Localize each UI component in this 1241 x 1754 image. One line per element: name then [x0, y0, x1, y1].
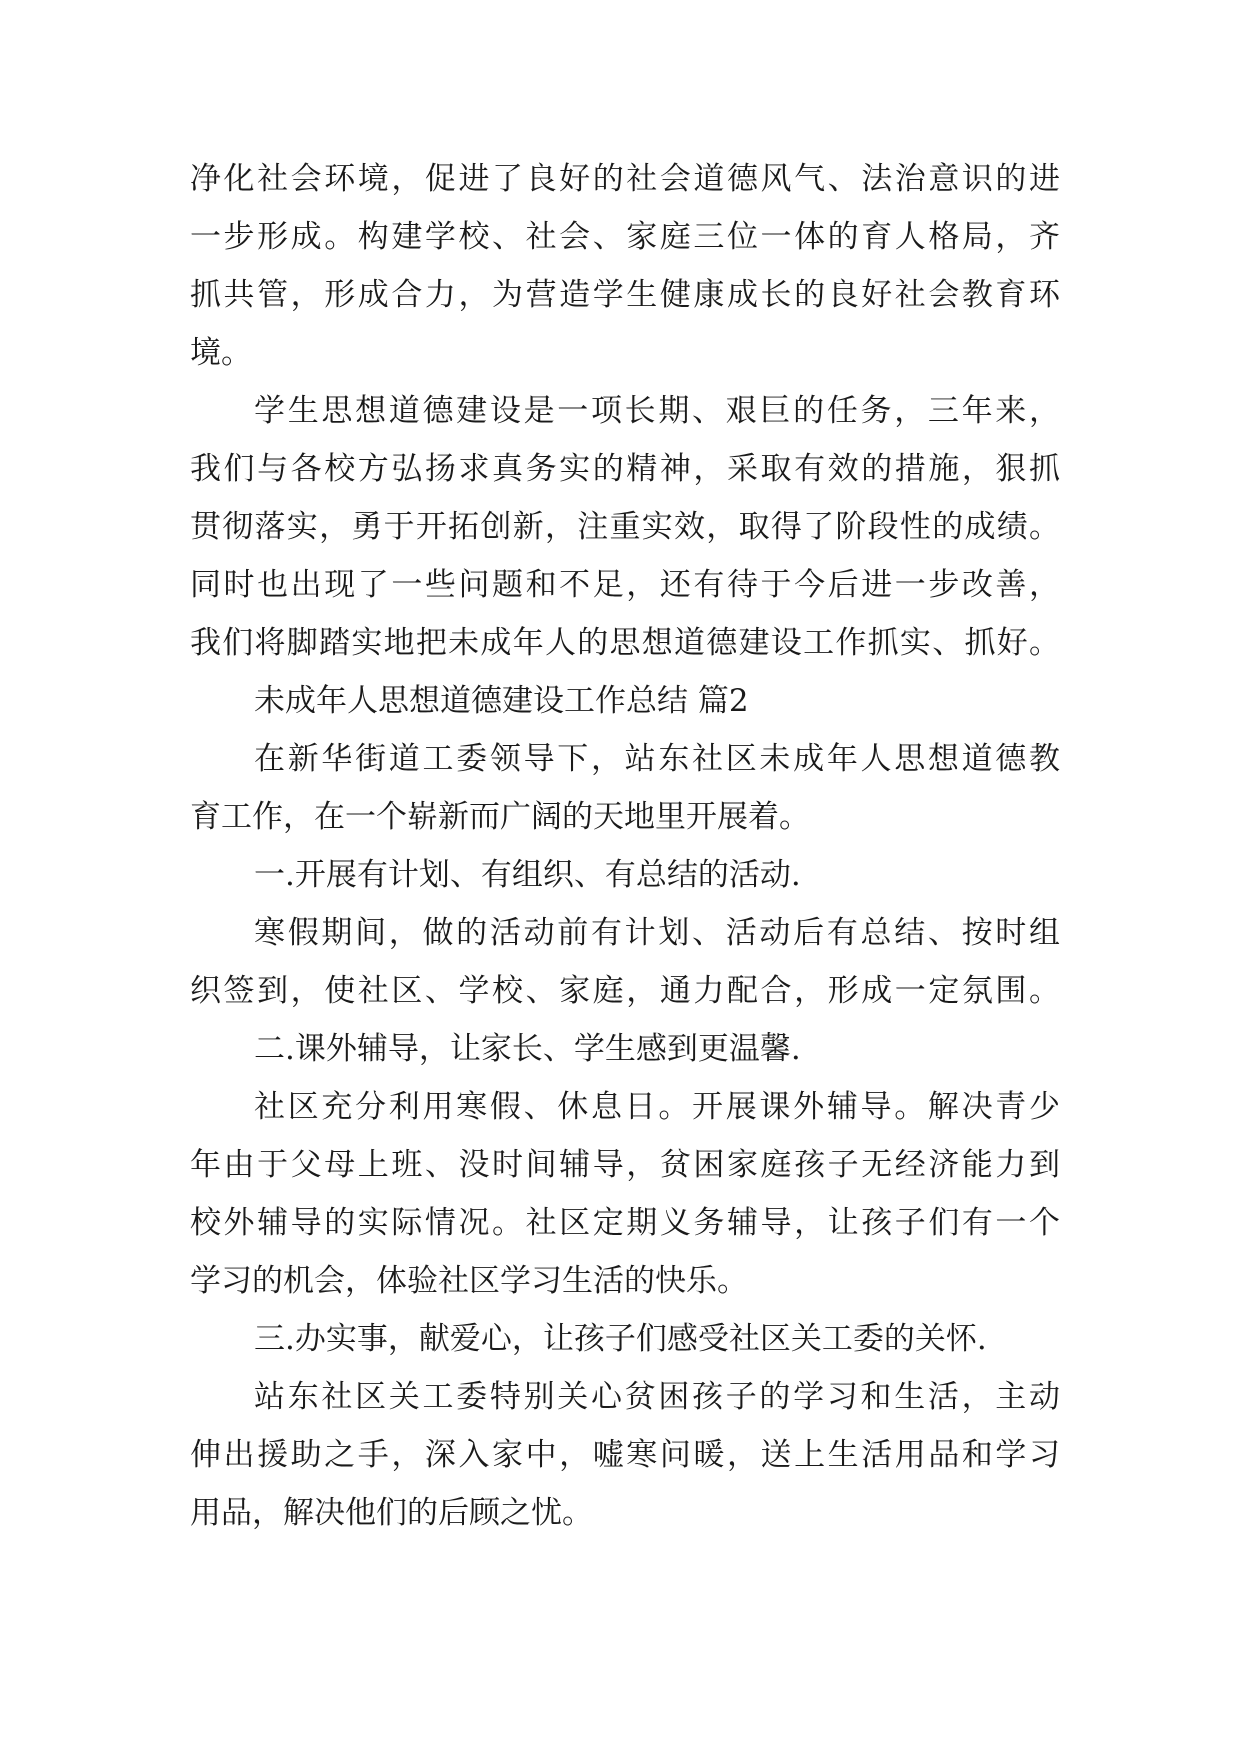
text-line: 贯彻落实，勇于开拓创新，注重实效，取得了阶段性的成绩。: [190, 509, 1060, 545]
paragraph-start: 站东社区关工委特别关心贫困孩子的学习和生活，主动: [254, 1379, 1060, 1415]
text-line: 用品，解决他们的后顾之忧。: [190, 1495, 593, 1531]
document-page: [190, 150, 1060, 1542]
text-line: 境。: [190, 335, 252, 371]
subheading-2: 二.课外辅导，让家长、学生感到更温馨.: [254, 1031, 801, 1067]
text-line: 校外辅导的实际情况。社区定期义务辅导，让孩子们有一个: [190, 1205, 1060, 1241]
paragraph-start: 寒假期间，做的活动前有计划、活动后有总结、按时组: [254, 915, 1060, 951]
text-line: 净化社会环境，促进了良好的社会道德风气、法治意识的进: [190, 161, 1060, 197]
text-line: 织签到，使社区、学校、家庭，通力配合，形成一定氛围。: [190, 973, 1060, 1009]
text-line: 一步形成。构建学校、社会、家庭三位一体的育人格局，齐: [190, 219, 1060, 255]
paragraph-start: 社区充分利用寒假、休息日。开展课外辅导。解决青少: [254, 1089, 1060, 1125]
text-line: 我们将脚踏实地把未成年人的思想道德建设工作抓实、抓好。: [190, 625, 1060, 661]
subheading-3: 三.办实事，献爱心，让孩子们感受社区关工委的关怀.: [254, 1321, 987, 1357]
text-line: 年由于父母上班、没时间辅导，贫困家庭孩子无经济能力到: [190, 1147, 1060, 1183]
subheading-1: 一.开展有计划、有组织、有总结的活动.: [254, 857, 801, 893]
text-line: 学习的机会，体验社区学习生活的快乐。: [190, 1263, 748, 1299]
paragraph-start: 在新华街道工委领导下，站东社区未成年人思想道德教: [254, 741, 1060, 777]
text-line: 伸出援助之手，深入家中，嘘寒问暖，送上生活用品和学习: [190, 1437, 1060, 1473]
text-line: 同时也出现了一些问题和不足，还有待于今后进一步改善，: [190, 567, 1060, 603]
paragraph-start: 学生思想道德建设是一项长期、艰巨的任务，三年来，: [254, 393, 1060, 429]
text-line: 抓共管，形成合力，为营造学生健康成长的良好社会教育环: [190, 277, 1060, 313]
text-line: 我们与各校方弘扬求真务实的精神，采取有效的措施，狠抓: [190, 451, 1060, 487]
text-line: 育工作，在一个崭新而广阔的天地里开展着。: [190, 799, 810, 835]
section-title: 未成年人思想道德建设工作总结 篇2: [254, 683, 749, 719]
